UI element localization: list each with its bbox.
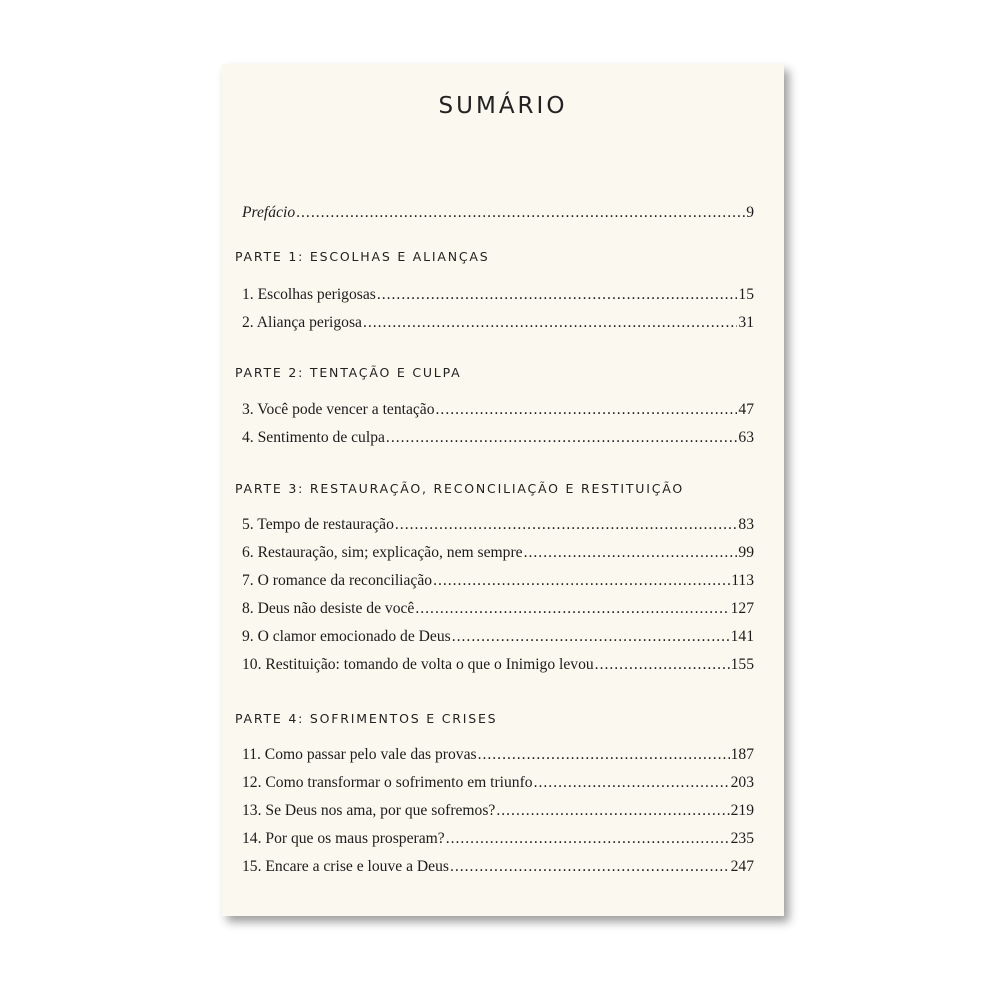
dot-leader (296, 204, 745, 222)
toc-page-number: 83 (738, 516, 754, 533)
toc-page-number: 187 (730, 746, 754, 763)
dot-leader (478, 746, 730, 764)
toc-entry-label: 6. Restauração, sim; explicação, nem sempre (242, 544, 523, 561)
toc-page-number: 155 (730, 656, 754, 673)
dot-leader (395, 516, 738, 534)
page-title: SUMÁRIO (438, 93, 568, 119)
toc-entry (242, 401, 754, 419)
part-heading: PARTE 4: SOFRIMENTOS E CRISES (235, 711, 498, 726)
toc-entry-label: 2. Aliança perigosa (242, 314, 362, 331)
toc-entry (242, 314, 754, 332)
part-heading: PARTE 2: TENTAÇÃO E CULPA (235, 365, 462, 380)
toc-page-number: 47 (738, 401, 754, 418)
toc-page-number: 203 (730, 774, 754, 791)
dot-leader (450, 858, 730, 876)
toc-entry (242, 600, 754, 618)
toc-entry-label: 5. Tempo de restauração (242, 516, 394, 533)
toc-entry (242, 628, 754, 646)
toc-page-number: 9 (746, 204, 754, 221)
toc-entry-label: 15. Encare a crise e louve a Deus (242, 858, 449, 875)
toc-entry (242, 516, 754, 534)
dot-leader (496, 802, 729, 820)
toc-page-number: 219 (730, 802, 754, 819)
toc-page-number: 63 (738, 429, 754, 446)
toc-page-number: 235 (730, 830, 754, 847)
dot-leader (415, 600, 729, 618)
part-heading: PARTE 1: ESCOLHAS E ALIANÇAS (235, 249, 490, 264)
dot-leader (446, 830, 730, 848)
toc-page-number: 99 (738, 544, 754, 561)
dot-leader (524, 544, 738, 562)
toc-entry-label: 13. Se Deus nos ama, por que sofremos? (242, 802, 496, 819)
toc-entry (242, 286, 754, 304)
toc-entry (242, 746, 754, 764)
dot-leader (433, 572, 730, 590)
toc-entry-label: 3. Você pode vencer a tentação (242, 401, 435, 418)
toc-entry-label: 8. Deus não desiste de você (242, 600, 415, 617)
dot-leader (534, 774, 730, 792)
toc-entry (242, 774, 754, 792)
toc-page-number: 127 (730, 600, 754, 617)
toc-page-number: 31 (738, 314, 754, 331)
toc-page-number: 247 (730, 858, 754, 875)
toc-entry-label: 12. Como transformar o sofrimento em triunfo (242, 774, 533, 791)
toc-entry (242, 572, 754, 590)
dot-leader (386, 429, 737, 447)
toc-entry-preface (242, 204, 754, 222)
toc-entry-label: 11. Como passar pelo vale das provas (242, 746, 477, 763)
book-page (222, 64, 784, 916)
toc-page-number: 141 (730, 628, 754, 645)
toc-page-number: 15 (738, 286, 754, 303)
toc-entry-label: Prefácio (242, 204, 296, 221)
toc-entry-label: 7. O romance da reconciliação (242, 572, 433, 589)
toc-entry (242, 544, 754, 562)
toc-entry (242, 858, 754, 876)
dot-leader (452, 628, 730, 646)
toc-entry (242, 830, 754, 848)
toc-entry-label: 4. Sentimento de culpa (242, 429, 385, 446)
dot-leader (436, 401, 738, 419)
dot-leader (363, 314, 737, 332)
part-heading: PARTE 3: RESTAURAÇÃO, RECONCILIAÇÃO E RESTITUIÇÃO (235, 481, 684, 496)
dot-leader (377, 286, 738, 304)
toc-entry (242, 802, 754, 820)
toc-entry-label: 14. Por que os maus prosperam? (242, 830, 445, 847)
dot-leader (595, 656, 730, 674)
toc-entry (242, 656, 754, 674)
toc-entry-label: 1. Escolhas perigosas (242, 286, 376, 303)
toc-entry-label: 10. Restituição: tomando de volta o que o Inimigo levou (242, 656, 594, 673)
toc-entry (242, 429, 754, 447)
toc-page-number: 113 (731, 572, 754, 589)
toc-entry-label: 9. O clamor emocionado de Deus (242, 628, 451, 645)
